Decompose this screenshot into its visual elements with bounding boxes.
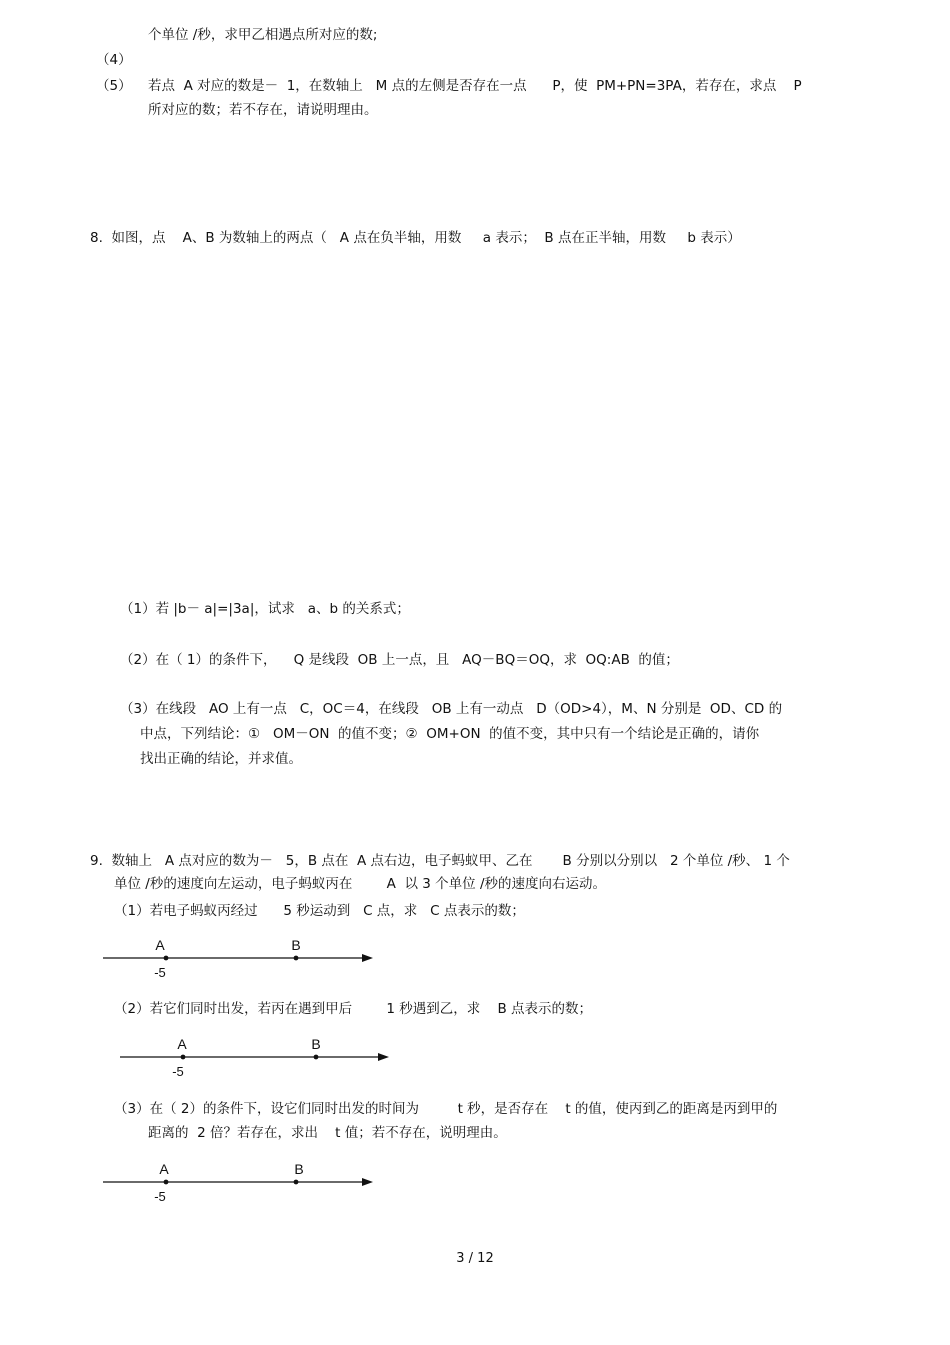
problem-9-part-1: （1）若电子蚂蚁丙经过 5 秒运动到 C 点，求 C 点表示的数； [114,903,525,919]
item-4-label: （4） [96,52,132,68]
item-5-line-2: 所对应的数；若不存在，请说明理由。 [148,102,378,118]
axis-arrow-icon [362,954,373,962]
number-line-3 [100,1154,380,1206]
point-a-label: A [159,1161,169,1177]
item-5-line-1: 若点 A 对应的数是－ 1，在数轴上 M 点的左侧是否存在一点 P，使 PM+PN=3PA，若存在，求点 P [148,78,802,94]
point-a-value: -5 [154,965,166,980]
problem-9-part-2: （2）若它们同时出发，若丙在遇到甲后 1 秒遇到乙，求 B 点表示的数； [114,1001,593,1017]
point-a-dot [164,1180,169,1185]
point-a-label: A [155,937,165,953]
point-a-value: -5 [172,1064,184,1079]
problem-9-stem-line-2: 单位 /秒的速度向左运动，电子蚂蚁丙在 A 以 3 个单位 /秒的速度向右运动。 [114,876,606,892]
point-b-dot [314,1055,319,1060]
axis-arrow-icon [378,1053,389,1061]
point-b-label: B [291,937,301,953]
item-5-number: （5） [96,78,132,94]
problem-8-part-2: （2）在（ 1）的条件下， Q 是线段 OB 上一点，且 AQ－BQ＝OQ，求 OQ:AB 的值； [120,652,679,668]
number-line-2 [116,1029,396,1081]
page-number: 3 / 12 [456,1251,494,1266]
point-b-label: B [294,1161,304,1177]
problem-9-part-3-line-1: （3）在（ 2）的条件下，设它们同时出发的时间为 t 秒，是否存在 t 的值，使丙到乙的距离是丙到甲的 [114,1101,778,1117]
number-line-1 [100,930,380,982]
problem-9-stem-line-1: 9. 数轴上 A 点对应的数为－ 5，B 点在 A 点右边，电子蚂蚁甲、乙在 B 分别以分别以 2 个单位 /秒、 1 个 [90,853,790,869]
point-b-dot [294,1180,299,1185]
problem-9-part-3-line-2: 距离的 2 倍？若存在，求出 t 值；若不存在，说明理由。 [148,1125,507,1141]
axis-arrow-icon [362,1178,373,1186]
problem-8-part-3-line-1: （3）在线段 AO 上有一点 C，OC＝4，在线段 OB 上有一动点 D（OD>4），M、N 分别是 OD、CD 的 [120,701,783,717]
problem-8-part-3-line-3: 找出正确的结论，并求值。 [140,751,302,767]
problem-8-part-1: （1）若 |b－ a|=|3a|，试求 a、b 的关系式； [120,601,410,617]
point-b-label: B [311,1036,321,1052]
problem-8-part-3-line-2: 中点，下列结论：① OM－ON 的值不变；② OM+ON 的值不变，其中只有一个结论是正确的，请你 [140,726,760,742]
point-b-dot [294,956,299,961]
problem-8-stem: 8. 如图，点 A、B 为数轴上的两点（ A 点在负半轴，用数 a 表示； B 点在正半轴，用数 b 表示） [90,230,741,246]
point-a-label: A [177,1036,187,1052]
point-a-dot [181,1055,186,1060]
point-a-dot [164,956,169,961]
point-a-value: -5 [154,1189,166,1204]
continuation-line: 个单位 /秒，求甲乙相遇点所对应的数; [148,27,378,43]
